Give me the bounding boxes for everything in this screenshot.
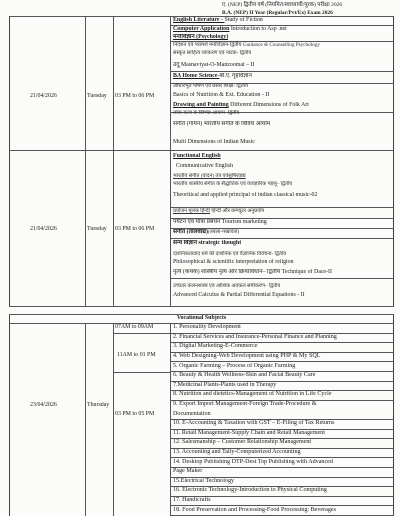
subject-home-science-eng: Basics of Nutrition & Ext. Education - II: [173, 92, 270, 98]
subject-computer-application: Computer Application Introduction to Asp .net: [173, 26, 287, 32]
vocational-date: 23/04/2026: [30, 402, 57, 408]
subject-sanskrit: संस्कृत साहित्य व्याकरण एवं नाटक- द्वितीय: [173, 50, 252, 56]
vocational-subject-item: 18. Food Preservation and Processing-Food Processing: Beverages: [173, 506, 336, 513]
vocational-subject-item: 5. Organic Farming – Process of Organic Farming: [173, 362, 296, 369]
subject-kathak-dance: नृत्य (कथक) शास्त्रीय नृत्य और क्रियाविधान– द्वितीय Technique of Dace-II: [173, 269, 332, 275]
subject-calculus-hindi: उच्चतर कलनशास्त्र एवं आंशिक अवकल समीकरण– द्वितीय: [173, 283, 281, 289]
subject-strategic-thought: सैन्य विज्ञान strategic thought: [173, 240, 242, 246]
subject-music-vocal-eng: Multi Dimensions of Indian Music: [173, 139, 255, 145]
subject-functional-english: Functional English: [173, 153, 221, 159]
vocational-subject-item: 16. Electronic Technology-Introduction to Physical Computing: [173, 487, 327, 494]
block2-date: 21/04/2026: [30, 226, 57, 232]
subject-percussion: संगीत (तालवाद्य)(तबला-पखावज): [173, 229, 240, 235]
vocational-heading: Vocational Subjects: [176, 315, 227, 321]
subject-philosophy-eng: Philosophical & scientific interpretation of religion: [173, 259, 294, 265]
vocational-subject-item: 4. Web Designing-Web Development using PHP & My SQL: [173, 353, 321, 359]
vocational-subject-item: 2. Financial Services and Insurance-Personal Finance and Planning: [173, 333, 337, 340]
vocational-slot-morning: 07AM to 09AM: [115, 324, 154, 330]
subject-tourism: पर्यटन एवं यात्रा प्रबंधन Tourism marketing: [173, 219, 267, 225]
subject-home-science-hindi: आधारभूत पोषण एवं प्रसार शिक्षा- द्वितीय: [173, 83, 249, 89]
vocational-subject-item: 7.Medicinal Plants-Plants used in Therapy: [173, 381, 277, 388]
subject-instrumental-music-hindi: भारतीय शास्त्रीय संगीत के सैद्धांतिक एवं व्यवहारिक पहलू– द्वितीय: [173, 181, 293, 187]
vocational-subject-item: Page Maker: [173, 468, 203, 475]
vocational-slot-noon: 11AM to 01 PM: [117, 352, 156, 358]
vocational-subject-item: 13. Accounting and Tally-Computerized Accounting: [173, 449, 301, 455]
block1-day: Tuesday: [87, 93, 107, 99]
block2-day: Tuesday: [87, 226, 107, 232]
vocational-day: Thursday: [87, 402, 110, 408]
block1-time: 03 PM to 06 PM: [115, 93, 155, 99]
vocational-slot-afternoon: 03 PM to 05 PM: [115, 411, 155, 417]
subject-music-vocal: संगीत (गायन) भारतीय संगीत के विविध आयाम: [173, 121, 271, 127]
vocational-subject-item: Documentation: [173, 410, 211, 417]
subject-psychology: मनोविज्ञान (Psychology): [173, 34, 229, 40]
block2-time: 03 PM to 06 PM: [115, 226, 155, 232]
vocational-subject-item: 9. Export Import Management-Foreign Trade-Procedure &: [173, 401, 317, 407]
subject-instrumental-music: भारतीय संगीत (वादन) तंत्र एवंसुषिरवाद्य: [173, 173, 246, 179]
vocational-subject-item: 1. Personality Development: [173, 324, 241, 331]
vocational-subject-item: 12. Salesmanship – Customer Relationship Management: [173, 439, 312, 446]
vocational-subject-item: 17. Handicrafts: [173, 497, 211, 503]
vocational-subject-item: 10. E-Accounting & Taxation with GST – E-Filing of Tax Returns: [173, 420, 335, 427]
vocational-subject-item: 15.Electrical Technology: [173, 477, 235, 484]
subject-communicative-english: Communicative English: [176, 163, 234, 169]
subject-philosophy-hindi: दार्शनिकतावाद धर्म की दार्शनिक एवं वैज्ञानिक विवेचना- द्वितीय: [173, 251, 287, 257]
schedule-header: [222, 1, 400, 17]
subject-english-literature: English Literature - Study of Fiction: [173, 17, 263, 23]
header-hindi-title: ए. (NEP) द्वितीय वर्ष (नियमित/स्वाध्यायी/पूरक) परीक्षा 2026: [222, 2, 343, 8]
subject-home-science: BA Home Science-बी.ए. गृहविज्ञान: [173, 73, 252, 79]
subject-folk-art-hindi: लोक कला के विभिन्न आयाम- द्वितीय: [173, 110, 240, 116]
vocational-subject-item: 14. Desktop Publishing DTP-Dest Top Publishing with Advanced: [173, 458, 333, 465]
subject-drawing-painting: Drawing and Painting Different Dimensions of Folk Art: [173, 102, 309, 108]
vocational-subject-item: 6. Beauty & Health Wellness-Skin and Facial Beauty Care: [173, 372, 316, 379]
subject-instrumental-music-eng: Theoritical and applied principal of indian classical music-02: [173, 192, 318, 198]
header-english-title: B.A. (NEP) II Year (Regular/Pvt/Ex) Exam 2026: [222, 10, 333, 16]
vocational-subject-item: 3. Digital Marketing-E-Commerce: [173, 343, 258, 350]
subject-functional-hindi: प्रयोजन मूलक हिन्दी हिन्दी और कम्प्यूटर अनुप्रयोग: [173, 208, 265, 214]
vocational-subject-item: 8. Nutrition and dietetics-Management of Nutrition in Life Cycle: [173, 391, 332, 398]
block1-date: 21/04/2026: [30, 93, 57, 99]
subject-urdu: उर्दू Masnaviyat-O-Manzoomat – II: [173, 62, 255, 68]
vocational-subject-item: 11. Retail Management-Supply Chain and Retail Management: [173, 429, 325, 436]
subject-guidance-counselling: निर्देशन एवं परामर्श मनोविज्ञान-द्वितीय Guidance & Counselling Psychology: [173, 42, 320, 48]
subject-calculus-eng: Advanced Calculus & Partial Differential Equaitons - II: [173, 292, 305, 298]
